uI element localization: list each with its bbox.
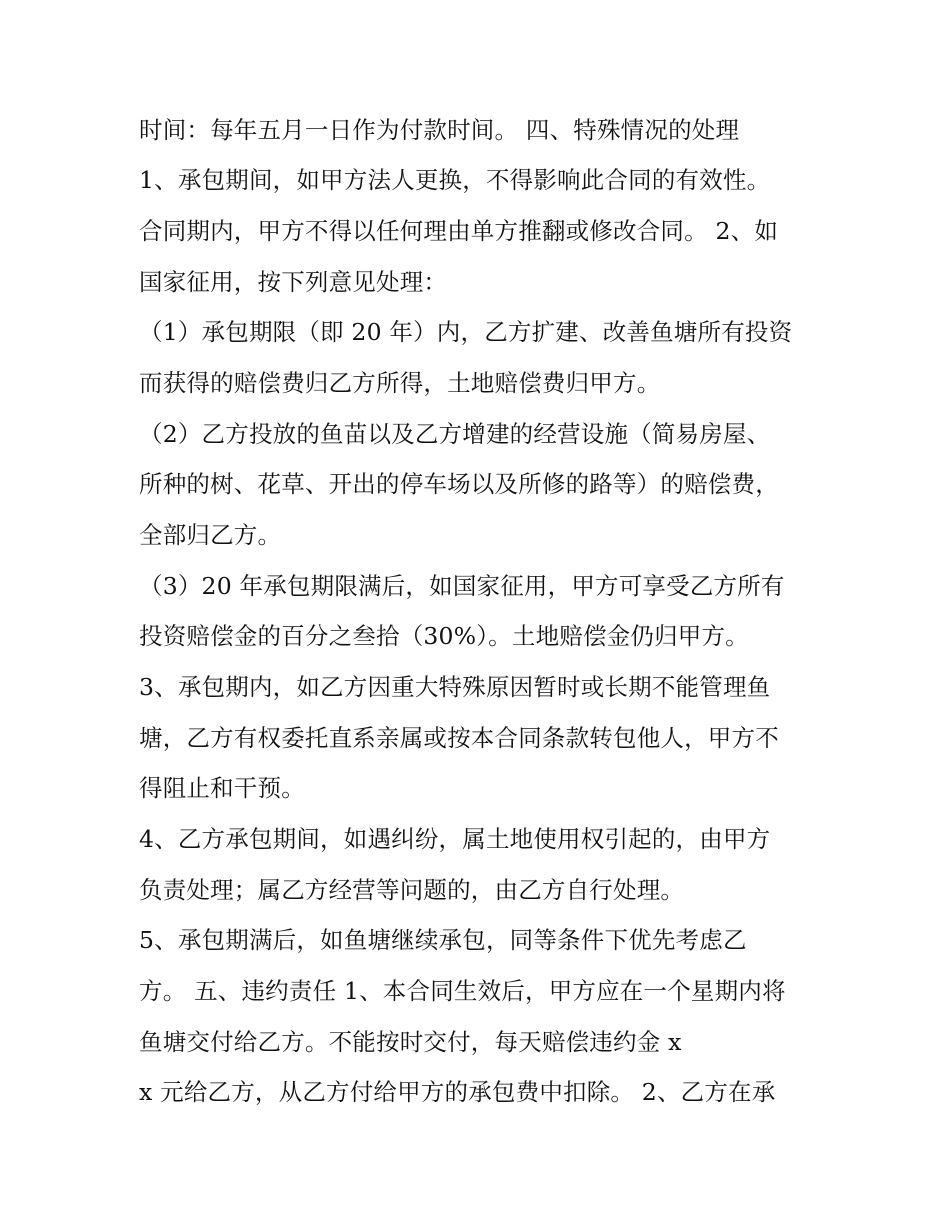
text-line: 3、承包期内，如乙方因重大特殊原因暂时或长期不能管理鱼 [139, 673, 771, 701]
text-line: 4、乙方承包期间，如遇纠纷，属土地使用权引起的，由甲方 [139, 825, 771, 853]
text-line: 所种的树、花草、开出的停车场以及所修的路等）的赔偿费， [139, 470, 779, 498]
text-line: 鱼塘交付给乙方。不能按时交付，每天赔偿违约金 x [139, 1028, 682, 1056]
text-line: 时间：每年五月一日作为付款时间。 四、特殊情况的处理 [139, 116, 740, 144]
text-line: 投资赔偿金的百分之叁拾（30%）。土地赔偿金仍归甲方。 [139, 622, 749, 650]
text-line: x 元给乙方，从乙方付给甲方的承包费中扣除。 2、乙方在承 [139, 1078, 776, 1106]
text-line: （3）20 年承包期限满后，如国家征用，甲方可享受乙方所有 [139, 572, 785, 600]
text-line: 方。 五、违约责任 1、本合同生效后，甲方应在一个星期内将 [139, 977, 786, 1005]
text-line: 得阻止和干预。 [139, 774, 305, 802]
text-line: 合同期内，甲方不得以任何理由单方推翻或修改合同。 2、如 [139, 217, 779, 245]
text-line: 负责处理；属乙方经营等问题的，由乙方自行处理。 [139, 876, 685, 904]
text-line: 全部归乙方。 [139, 521, 282, 549]
text-line: （2）乙方投放的鱼苗以及乙方增建的经营设施（简易房屋、 [139, 420, 771, 448]
text-line: 而获得的赔偿费归乙方所得，土地赔偿费归甲方。 [139, 369, 661, 397]
text-line: 国家征用，按下列意见处理： [139, 268, 448, 296]
text-line: （1）承包期限（即 20 年）内，乙方扩建、改善鱼塘所有投资 [139, 318, 793, 346]
text-line: 1、承包期间，如甲方法人更换，不得影响此合同的有效性。 [139, 166, 771, 194]
text-line: 5、承包期满后，如鱼塘继续承包，同等条件下优先考虑乙 [139, 926, 747, 954]
text-line: 塘，乙方有权委托直系亲属或按本合同条款转包他人，甲方不 [139, 724, 779, 752]
